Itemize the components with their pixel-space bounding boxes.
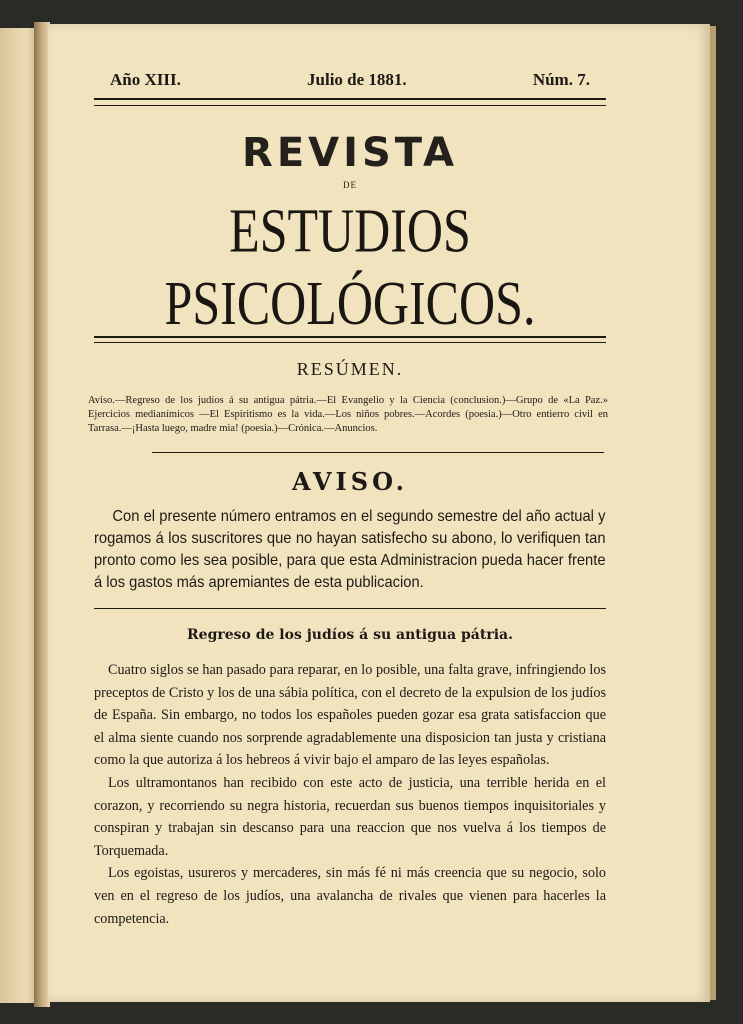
article-paragraph: Los ultramontanos han recibido con este acto de justicia, una terrible herida en el corazon, y recorriendo su negra historia, recuerdan sus buenos tiempos inquisitoriales y conspiran y trabajan sin descanso para una reaccion que nos vuelva á los tiempos de Torquemada. <box>94 774 606 859</box>
aviso-heading: AVISO. <box>292 467 408 496</box>
masthead-de: DE <box>343 180 357 190</box>
masthead-title: ESTUDIOS PSICOLÓGICOS. <box>164 195 536 338</box>
issue-number: Núm. 7. <box>532 70 590 89</box>
issue-year: Año XIII. <box>110 70 181 89</box>
article-body <box>94 659 606 930</box>
article-paragraph: Cuatro siglos se han pasado para reparar, en lo posible, una falta grave, infringiendo los preceptos de Cristo y los de una sábia política, con el decreto de la expulsion de los judíos de España. Sin embargo, no todos los españoles pueden gozar esa grata satisfaccion que el alma siente cuando nos sorprende agradablemente una disposicion tan justa y cristiana como la que autoriza á los hebreos á vivir bajo el amparo de las leyes españolas. <box>94 662 606 769</box>
article-paragraph: Los egoistas, usureros y mercaderes, sin más fé ni más creencia que su negocio, solo ven en el regreso de los judíos, una avalancha de rivales que vienen para hacerles la competencia. <box>94 865 606 927</box>
masthead-revista: REVISTA <box>242 130 458 176</box>
aviso-text: Con el presente número entramos en el segundo semestre del año actual y rogamos á los suscritores que no hayan satisfecho su abono, lo verifiquen tan pronto como les sea posible, para que esta Administracion pueda hacer frente á los gastos más apremiantes de esta publicacion. <box>94 508 606 591</box>
resumen-rule <box>152 452 604 453</box>
resumen-heading: RESÚMEN. <box>296 359 404 379</box>
aviso-rule <box>94 608 606 609</box>
resumen-text: Aviso.—Regreso de los judíos á su antigua pátria.—El Evangelio y la Ciencia (conclusion.)—Grupo de «La Paz.» Ejercicios medianímicos —El Espiritismo es la vida.—Los niños pobres.—Acordes (poesia.)—Otro entierro civil en Tarrasa.—¡Hasta luego, madre mia! (poesia.)—Crónica.—Anuncios. <box>88 395 608 434</box>
article-title: Regreso de los judíos á su antigua pátria. <box>187 627 513 643</box>
page-edge <box>710 26 716 1000</box>
facing-page-edge <box>0 28 38 1003</box>
header-rule <box>94 98 606 106</box>
issue-date: Julio de 1881. <box>307 70 407 89</box>
page-content <box>88 70 608 930</box>
issue-header <box>94 70 606 90</box>
